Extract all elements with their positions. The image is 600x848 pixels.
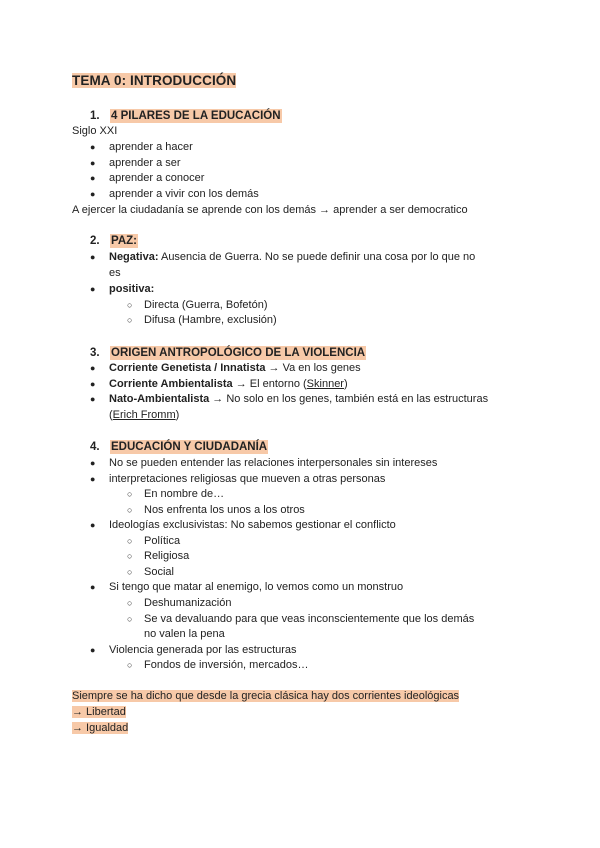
section-3-heading: 3. ORIGEN ANTROPOLÓGICO DE LA VIOLENCIA: [90, 347, 366, 359]
section-1-heading: 1. 4 PILARES DE LA EDUCACIÓN: [90, 110, 281, 122]
erich-fromm-link[interactable]: Erich Fromm: [112, 408, 176, 421]
closing-line-3: → Igualdad: [72, 722, 129, 734]
closing-line-2: → Libertad: [72, 706, 126, 718]
section-2-heading: 2. PAZ:: [90, 235, 137, 247]
document-title: TEMA 0: INTRODUCCIÓN: [72, 73, 237, 88]
document-page: TEMA 0: INTRODUCCIÓN 1. 4 PILARES DE LA EDUCACIÓN Siglo XXI ● aprender a hacer ● aprender a ser ● aprender a conocer ● aprender a vivir con los demás A ejercer la ciudadanía se aprende con los demás → aprender a ser democratico 2. PAZ: ● Negativa: Ausencia de Guerra. No se puede definir una cosa por lo que no es ● positiva: ○ Directa (Guerra, Bofetón) ○ Difusa (Hambre, exclusión) 3. ORIGEN ANTROPOLÓGICO DE LA VIOLENCIA ● Corriente Genetista / Innatista → Va en los genes ● Corriente Ambientalista → El entorno (Skinner) ● Nato-Ambientalista → No solo en los genes, también está en las estructuras (Erich Fromm) 4. EDUCACIÓN Y CIUDADANÍA ● No se pueden entender las relaciones interpersonales sin intereses ● interpretaciones religiosas que mueven a otras personas ○ En nombre de… ○ Nos enfrenta los unos a los otros ● Ideologías exclusivistas: No sabemos gestionar el conflicto ○ Política ○ Religiosa ○ Social ● Si tengo que matar al enemigo, lo vemos como un monstruo ○ Deshumanización ○ Se va devaluando para que veas inconscientemente que los demás no valen la pena ● Violencia generada por las estructuras ○ Fondos de inversión, mercados… Siempre se ha dicho que desde la grecia clásica hay dos corrientes ideológicas → Libertad → Igualdad: [72, 73, 489, 734]
list-item-cont: (Erich Fromm): [109, 408, 180, 421]
sub-list-item-cont: no valen la pena: [144, 628, 225, 640]
section-4-heading: 4. EDUCACIÓN Y CIUDADANÍA: [90, 441, 268, 453]
skinner-link[interactable]: Skinner: [306, 377, 344, 390]
closing-line-1: Siempre se ha dicho que desde la grecia clásica hay dos corrientes ideológicas: [72, 690, 460, 702]
list-item-negativa-cont: es: [109, 266, 121, 279]
section-1-note: A ejercer la ciudadanía se aprende con los demás → aprender a ser democratico: [72, 204, 468, 216]
section-1-intro: Siglo XXI: [72, 125, 118, 137]
